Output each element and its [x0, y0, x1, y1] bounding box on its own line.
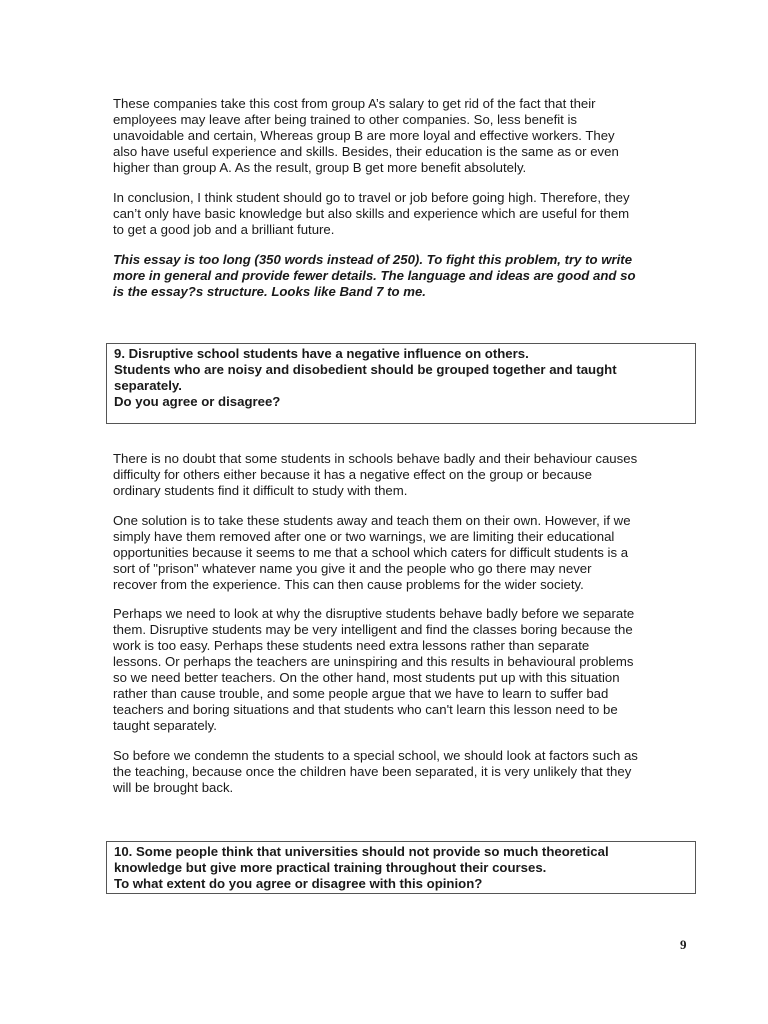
question-box-9 [106, 343, 696, 424]
text-line: opportunities because it seems to me that a school which caters for difficult students is a [113, 545, 629, 560]
question-line: knowledge but give more practical training throughout their courses. [114, 860, 547, 875]
essay-paragraph-solution [113, 513, 693, 593]
page-number: 9 [680, 937, 687, 952]
examiner-comment [113, 252, 693, 300]
essay-paragraph-conclusion [113, 190, 693, 238]
text-line: recover from the experience. This can then cause problems for the wider society. [113, 577, 584, 592]
text-line: taught separately. [113, 718, 217, 733]
text-line: There is no doubt that some students in schools behave badly and their behaviour causes [113, 451, 638, 466]
text-line: These companies take this cost from group A’s salary to get rid of the fact that their [113, 96, 596, 111]
text-line: them. Disruptive students may be very intelligent and find the classes boring because the [113, 622, 633, 637]
text-line: One solution is to take these students away and teach them on their own. However, if we [113, 513, 631, 528]
text-line: the teaching, because once the children have been separated, it is very unlikely that they [113, 764, 632, 779]
text-line: more in general and provide fewer details. The language and ideas are good and so [113, 268, 636, 283]
text-line: employees may leave after being trained to other companies. So, less benefit is [113, 112, 578, 127]
text-line: can’t only have basic knowledge but also skills and experience which are useful for them [113, 206, 630, 221]
text-line: also have useful experience and skills. Besides, their education is the same as or even [113, 144, 619, 159]
essay-paragraph-intro [113, 451, 693, 499]
text-line: higher than group A. As the result, group B get more benefit absolutely. [113, 160, 527, 175]
text-line: ordinary students find it difficult to study with them. [113, 483, 408, 498]
essay-paragraph-causes [113, 606, 693, 734]
text-line: sort of "prison" whatever name you give it and the people who go there may never [113, 561, 592, 576]
question-box-10 [106, 841, 696, 894]
text-line: will be brought back. [113, 780, 234, 795]
essay-paragraph-final [113, 748, 693, 796]
question-line: Students who are noisy and disobedient should be grouped together and taught [114, 362, 617, 377]
text-line: difficulty for others either because it has a negative effect on the group or because [113, 467, 592, 482]
text-line: This essay is too long (350 words instead of 250). To fight this problem, try to write [113, 252, 633, 267]
text-line: is the essay?s structure. Looks like Band 7 to me. [113, 284, 426, 299]
text-line: In conclusion, I think student should go to travel or job before going high. Therefore, they [113, 190, 630, 205]
text-line: so we need better teachers. On the other hand, most students put up with this situation [113, 670, 620, 685]
text-line: So before we condemn the students to a special school, we should look at factors such as [113, 748, 638, 763]
text-line: simply have them removed after one or two warnings, we are limiting their educational [113, 529, 615, 544]
question-line: separately. [114, 378, 182, 393]
question-line: 10. Some people think that universities should not provide so much theoretical [114, 844, 609, 859]
question-line: To what extent do you agree or disagree with this opinion? [114, 876, 483, 891]
text-line: unavoidable and certain, Whereas group B are more loyal and effective workers. They [113, 128, 615, 143]
text-line: lessons. Or perhaps the teachers are uninspiring and this results in behavioural problems [113, 654, 634, 669]
text-line: Perhaps we need to look at why the disruptive students behave badly before we separate [113, 606, 635, 621]
question-line: Do you agree or disagree? [114, 394, 281, 409]
text-line: to get a good job and a brilliant future. [113, 222, 335, 237]
text-line: teachers and boring situations and that students who can't learn this lesson need to be [113, 702, 618, 717]
text-line: rather than cause trouble, and some people argue that we have to learn to suffer bad [113, 686, 609, 701]
text-line: work is too easy. Perhaps these students need extra lessons rather than separate [113, 638, 590, 653]
essay-paragraph-conclusion-support [113, 96, 693, 176]
question-line: 9. Disruptive school students have a negative influence on others. [114, 346, 529, 361]
